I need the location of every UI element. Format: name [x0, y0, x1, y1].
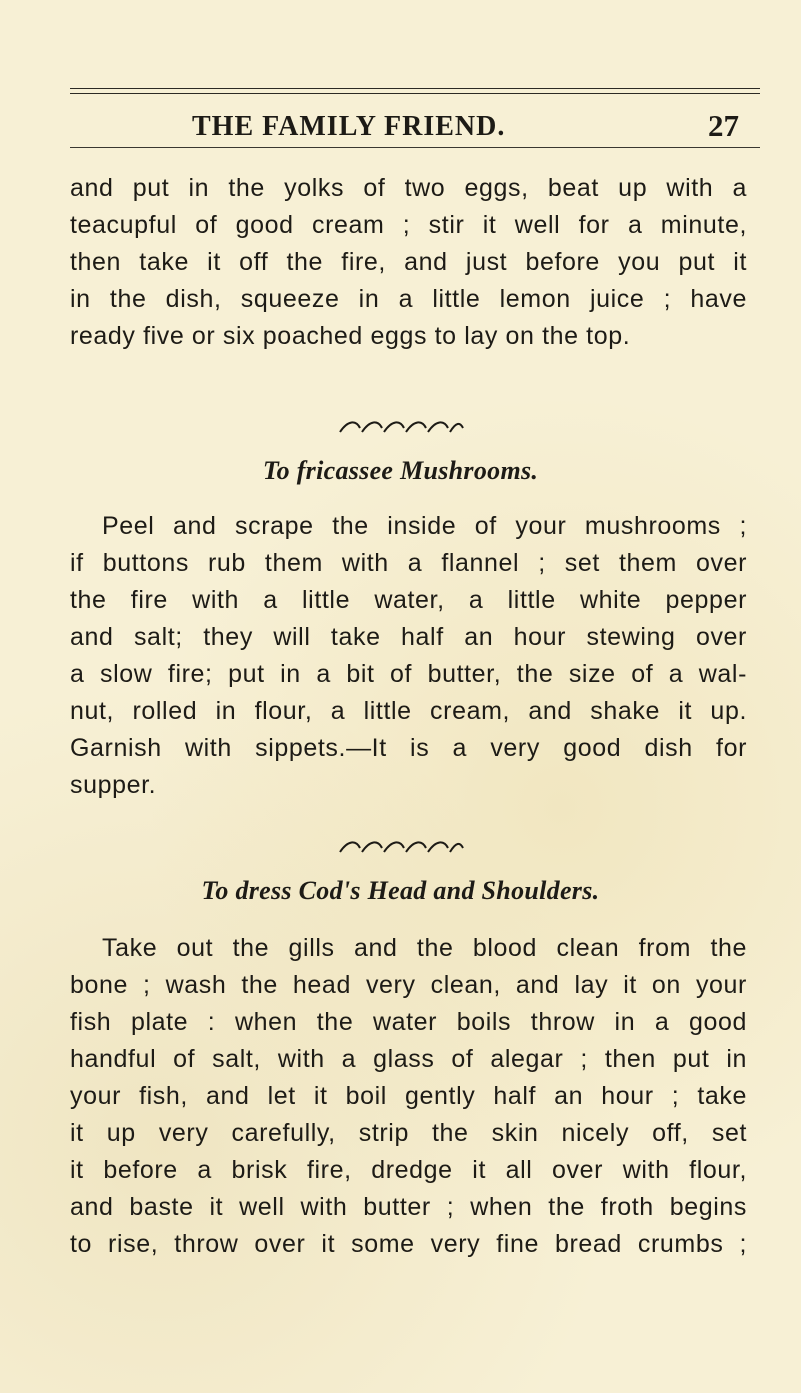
text-line: and put in the yolks of two eggs, beat up with a [70, 174, 747, 202]
text-line: in the dish, squeeze in a little lemon juice ; have [70, 285, 747, 313]
text-line: ready five or six poached eggs to lay on the top. [70, 322, 631, 350]
running-title: THE FAMILY FRIEND. [192, 111, 506, 142]
text-line: and salt; they will take half an hour stewing over [70, 623, 747, 651]
text-line: to rise, throw over it some very fine bread crumbs ; [70, 1230, 747, 1258]
text-line: if buttons rub them with a flannel ; set them over [70, 549, 747, 577]
cods-head-paragraph [70, 930, 747, 1263]
text-line: Garnish with sippets.—It is a very good dish for [70, 734, 747, 762]
text-line: a slow fire; put in a bit of butter, the size of a wal- [70, 660, 747, 688]
section-heading-cods-head: To dress Cod's Head and Shoulders. [201, 876, 600, 905]
ornament-glyph [336, 838, 466, 856]
text-line: handful of salt, with a glass of alegar ; then put in [70, 1045, 747, 1073]
text-line: Take out the gills and the blood clean from the [102, 934, 747, 962]
text-line: then take it off the fire, and just before you put it [70, 248, 747, 276]
top-double-rule-upper [70, 88, 760, 89]
top-double-rule-lower [70, 93, 760, 94]
text-line: your fish, and let it boil gently half an hour ; take [70, 1082, 747, 1110]
running-header [0, 102, 801, 142]
text-line: fish plate : when the water boils throw in a good [70, 1008, 747, 1036]
text-line: teacupful of good cream ; stir it well for a minute, [70, 211, 747, 239]
text-line: bone ; wash the head very clean, and lay it on your [70, 971, 747, 999]
text-line: it before a brisk fire, dredge it all over with flour, [70, 1156, 747, 1184]
page-number: 27 [708, 108, 739, 143]
text-line: supper. [70, 771, 157, 799]
text-line: nut, rolled in flour, a little cream, and shake it up. [70, 697, 747, 725]
ornamental-rule [0, 838, 801, 858]
text-line: Peel and scrape the inside of your mushrooms ; [102, 512, 747, 540]
text-line: and baste it well with butter ; when the froth begins [70, 1193, 747, 1221]
text-line: the fire with a little water, a little white pepper [70, 586, 747, 614]
text-line: it up very carefully, strip the skin nicely off, set [70, 1119, 747, 1147]
section-heading-mushrooms: To fricassee Mushrooms. [262, 456, 539, 485]
ornament-glyph [336, 418, 466, 436]
ornamental-rule [0, 418, 801, 438]
header-underline [70, 147, 760, 148]
mushrooms-paragraph [70, 508, 747, 804]
intro-paragraph [70, 170, 747, 355]
